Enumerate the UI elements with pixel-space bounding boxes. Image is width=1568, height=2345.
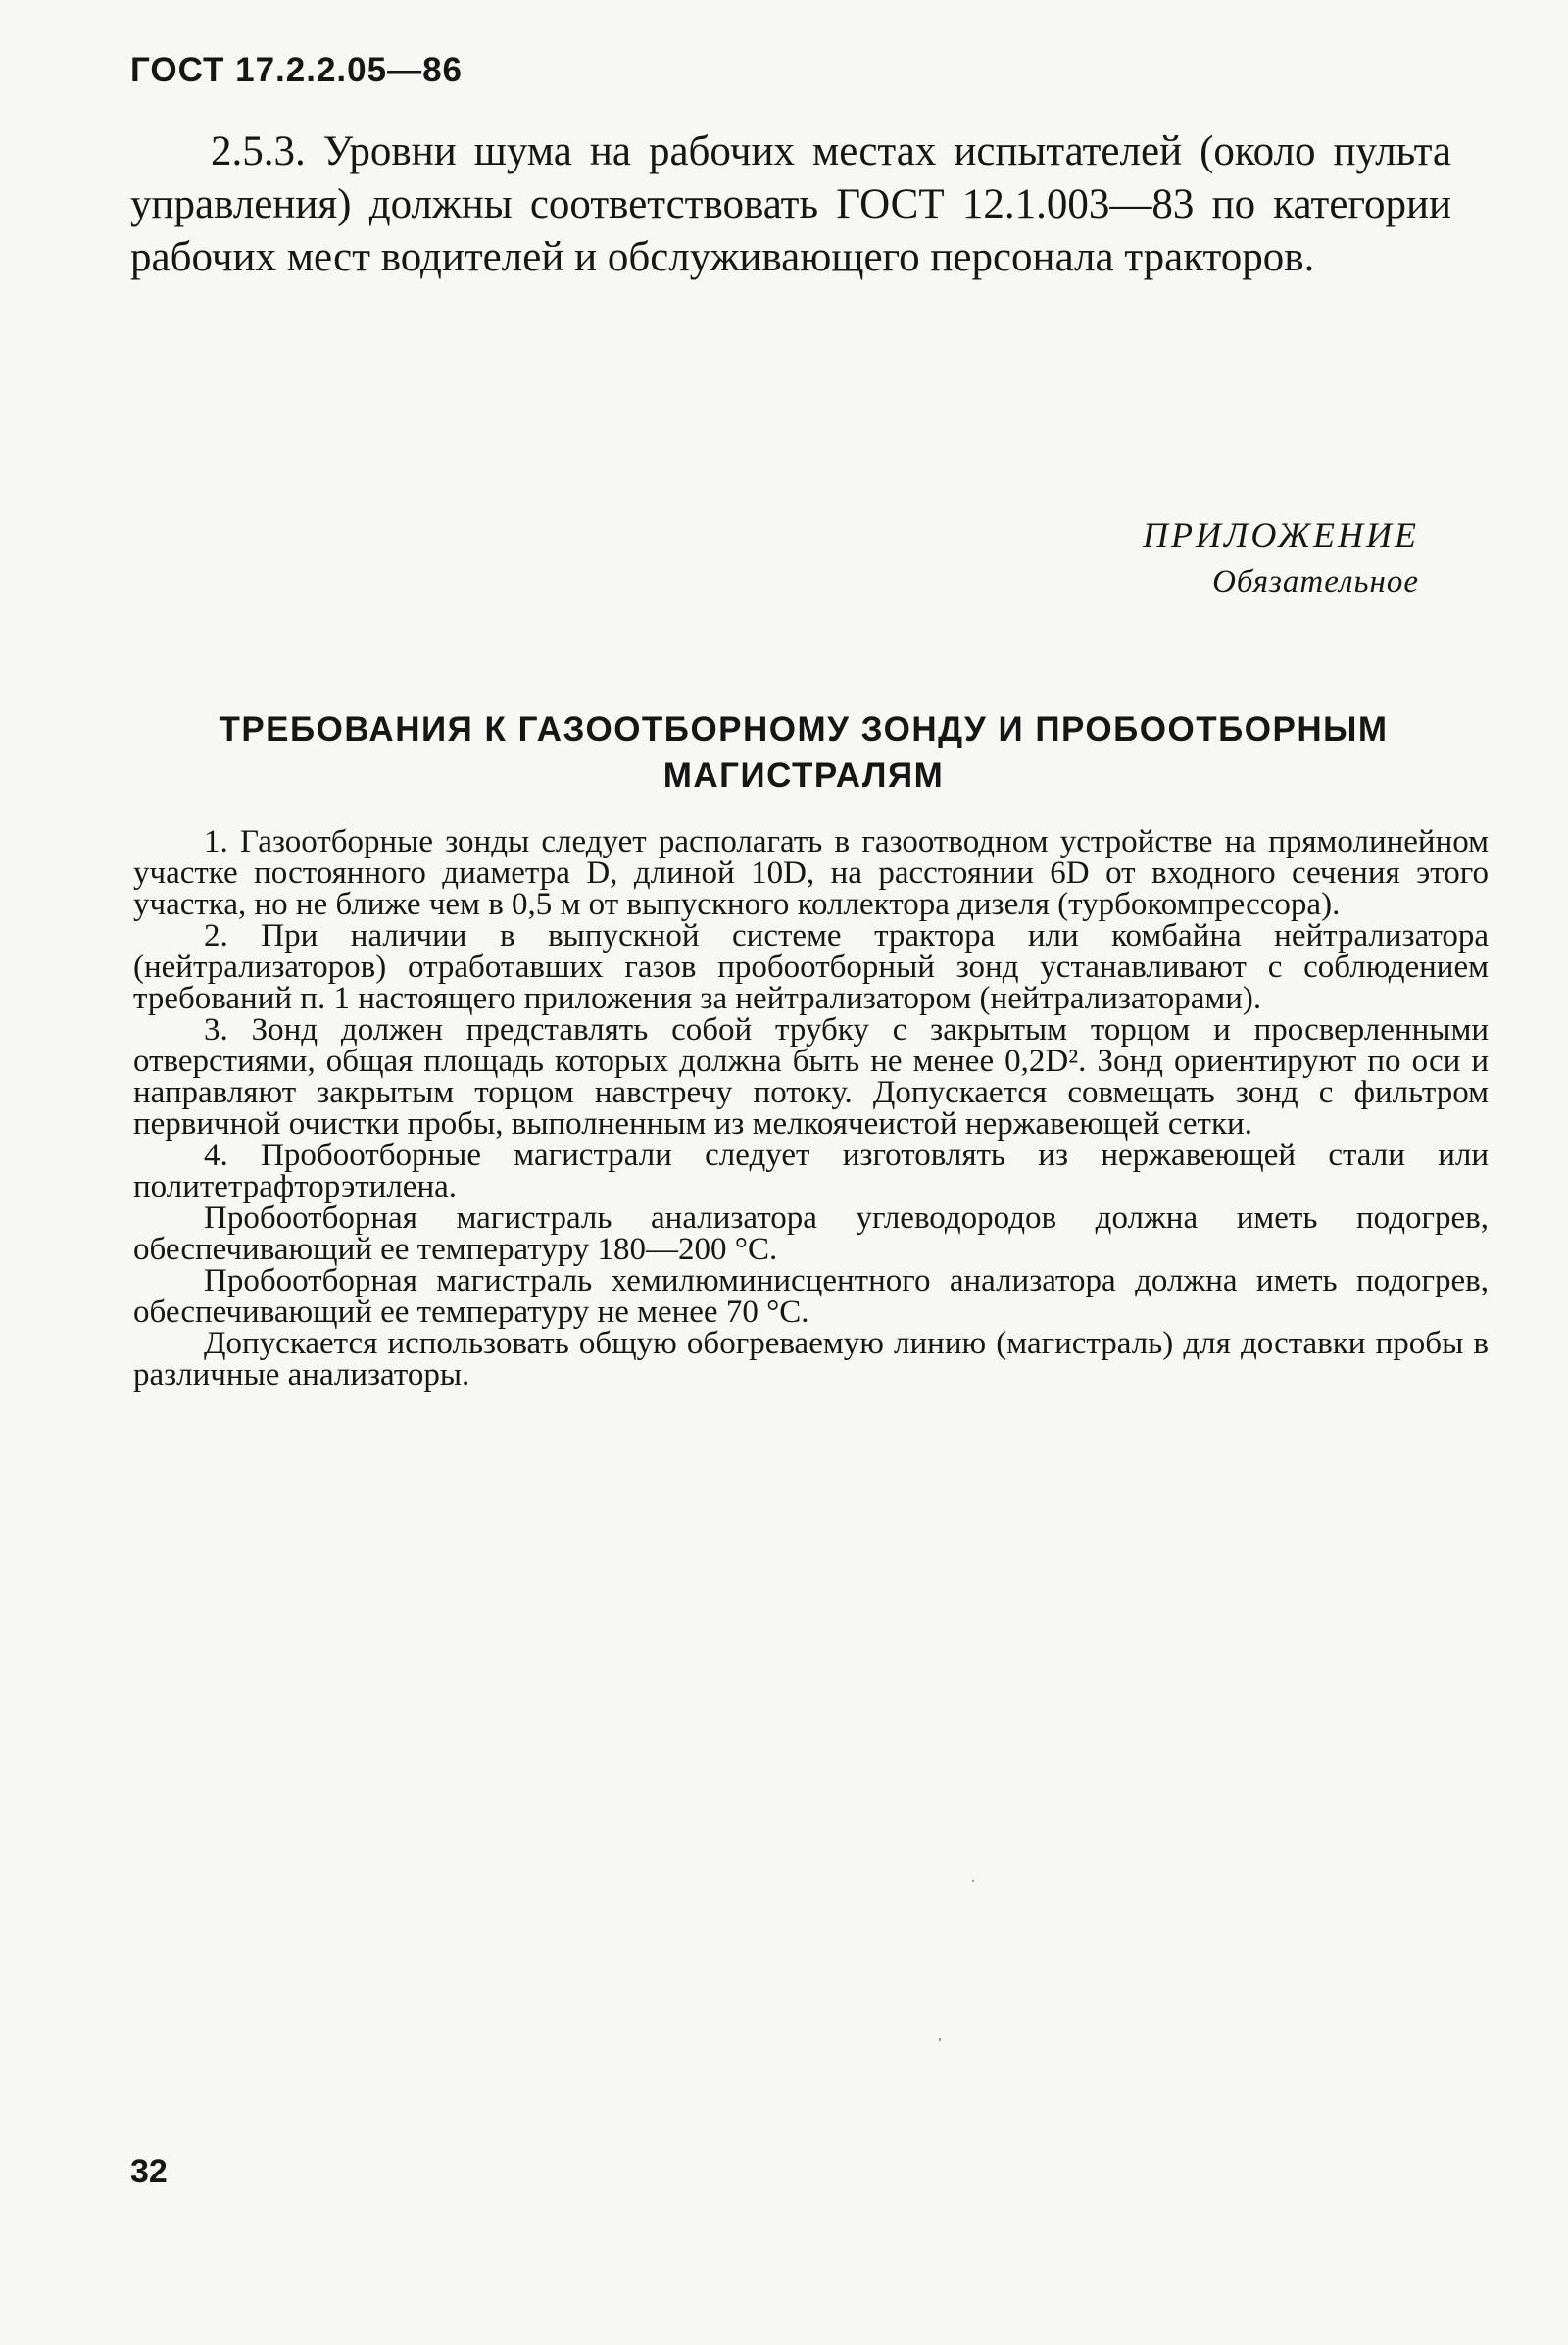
appendix-title: ТРЕБОВАНИЯ К ГАЗООТБОРНОМУ ЗОНДУ И ПРОБООТБОРНЫМ МАГИСТРАЛЯМ [219,710,1389,795]
paragraph-4-hydrocarbon: Пробоотборная магистраль анализатора углеводородов должна иметь подогрев, обеспечивающий ее температуру 180—200 °С. [133,1200,1489,1267]
paragraph-1: 1. Газоотборные зонды следует располагать в газоотводном устройстве на прямолинейном участке постоянного диаметра D, длиной 10D, на расстоянии 6D от входного сечения этого участка, но не ближе чем в 0,5 м от выпускного коллектора дизеля (турбокомпрессора). [133,824,1489,922]
paragraph-3: 3. Зонд должен представлять собой трубку с закрытым торцом и просверленными отверстиями, общая площадь которых должна быть не менее 0,2D². Зонд ориентируют по оси и направляют закрытым торцом навстречу потоку. Допускается совмещать зонд с фильтром первичной очистки пробы, выполненным из мелкоячеистой нержавеющей сетки. [133,1012,1489,1142]
appendix-label-block [1143,511,1419,605]
clause-2-5-3: 2.5.3. Уровни шума на рабочих местах испытателей (около пульта управления) должны соответствовать ГОСТ 12.1.003—83 по категории рабочих мест водителей и обслуживающего персонала тракторов. [130,128,1451,280]
scan-speck [972,1880,974,1882]
document-header: ГОСТ 17.2.2.05—86 [130,51,464,89]
paragraph-4-chemiluminescent: Пробоотборная магистраль хемилюминисцентного анализатора должна иметь подогрев, обеспечивающий ее температуру не менее 70 °С. [133,1263,1489,1330]
page-number: 32 [130,2153,168,2190]
scan-speck [939,2038,941,2041]
paragraph-2: 2. При наличии в выпускной системе трактора или комбайна нейтрализатора (нейтрализаторов) отработавших газов пробоотборный зонд устанавливают с соблюдением требований п. 1 настоящего приложения за нейтрализатором (нейтрализаторами). [133,918,1489,1016]
appendix-body [133,826,1489,1391]
paragraph-4: 4. Пробоотборные магистрали следует изготовлять из нержавеющей стали или политетрафторэтилена. [133,1138,1489,1204]
paragraph-4-common-line: Допускается использовать общую обогреваемую линию (магистраль) для доставки пробы в различные анализаторы. [133,1326,1489,1392]
appendix-status: Обязательное [1212,564,1419,600]
appendix-label: ПРИЛОЖЕНИЕ [1143,515,1419,555]
